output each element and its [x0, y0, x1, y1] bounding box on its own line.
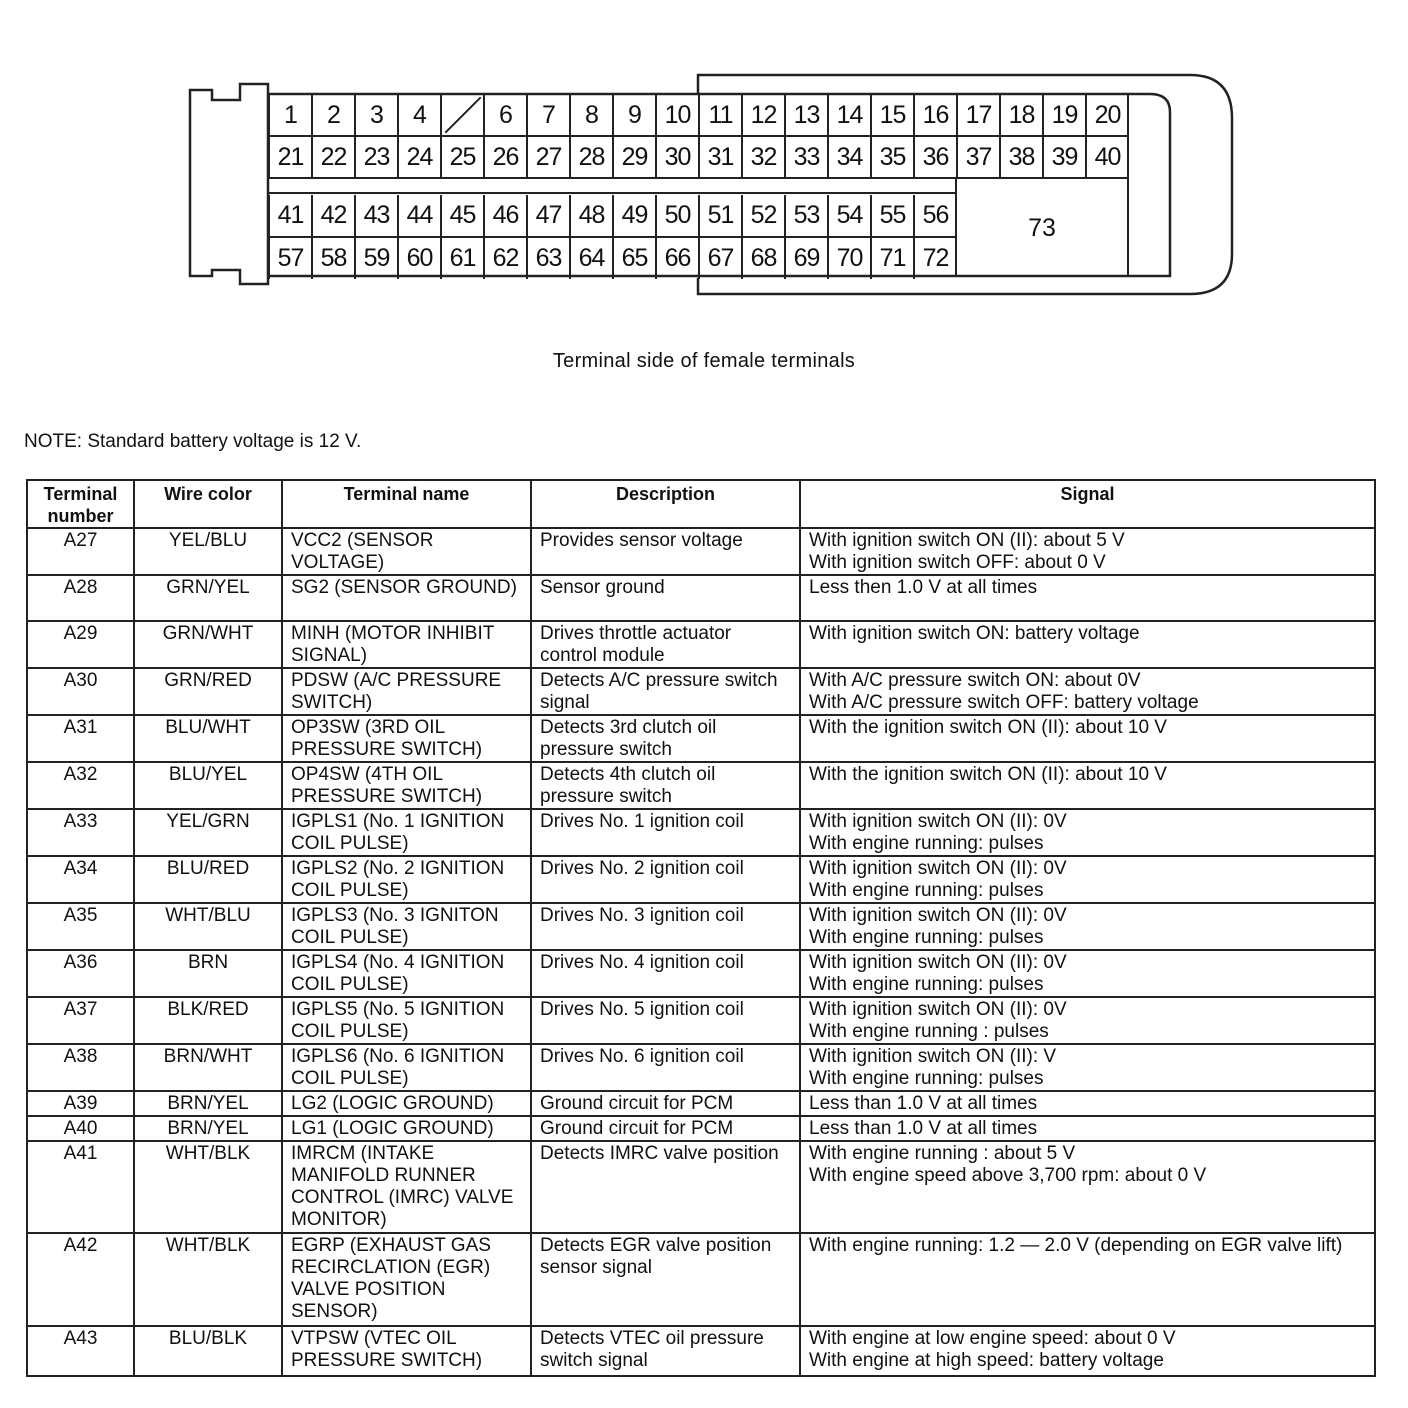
- terminal-name-cell: VCC2 (SENSOR VOLTAGE): [282, 528, 531, 575]
- pin-53: 53: [784, 195, 827, 236]
- table-row: [27, 715, 1375, 762]
- pin-17: 17: [956, 95, 999, 136]
- terminal-name-cell: LG2 (LOGIC GROUND): [282, 1091, 531, 1116]
- pin-8: 8: [569, 95, 612, 136]
- table-row: [27, 903, 1375, 950]
- table-row: [27, 1141, 1375, 1233]
- pin-blank: [440, 95, 483, 136]
- table-row: [27, 528, 1375, 575]
- signal-line: Less than 1.0 V at all times: [809, 1093, 1038, 1114]
- pin-28: 28: [569, 137, 612, 178]
- pin-15: 15: [870, 95, 913, 136]
- signal-line: Less then 1.0 V at all times: [809, 577, 1038, 598]
- wire-color-cell: WHT/BLK: [134, 1233, 282, 1326]
- table-row: [27, 668, 1375, 715]
- pin-68: 68: [741, 238, 784, 279]
- description-cell: Ground circuit for PCM: [531, 1091, 800, 1116]
- wire-color-cell: GRN/RED: [134, 668, 282, 715]
- description-cell: Ground circuit for PCM: [531, 1116, 800, 1141]
- table-row: [27, 1044, 1375, 1091]
- terminal-name-cell: IGPLS5 (No. 5 IGNITION COIL PULSE): [282, 997, 531, 1044]
- description-cell: Sensor ground: [531, 575, 800, 621]
- terminal-number-cell: A36: [27, 950, 134, 997]
- description-cell: Detects EGR valve position sensor signal: [531, 1233, 800, 1326]
- signal-line: With engine speed above 3,700 rpm: about 0 V: [809, 1165, 1207, 1186]
- description-cell: Drives throttle actuator control module: [531, 621, 800, 668]
- pin-61: 61: [440, 238, 483, 279]
- pin-64: 64: [569, 238, 612, 279]
- pin-row-4: [268, 238, 956, 279]
- signal-cell: [800, 1326, 1375, 1376]
- terminal-number-cell: A28: [27, 575, 134, 621]
- pin-12: 12: [741, 95, 784, 136]
- pin-71: 71: [870, 238, 913, 279]
- terminal-name-cell: OP3SW (3RD OIL PRESSURE SWITCH): [282, 715, 531, 762]
- pin-18: 18: [999, 95, 1042, 136]
- pin-56: 56: [913, 195, 956, 236]
- pin-row-1: [268, 95, 1128, 136]
- signal-cell: [800, 903, 1375, 950]
- terminal-number-cell: A40: [27, 1116, 134, 1141]
- pin-6: 6: [483, 95, 526, 136]
- signal-line: With engine running: pulses: [809, 833, 1044, 854]
- terminal-number-cell: A35: [27, 903, 134, 950]
- signal-line: With the ignition switch ON (II): about 10 V: [809, 717, 1167, 738]
- terminal-name-cell: EGRP (EXHAUST GAS RECIRCLATION (EGR) VALVE POSITION SENSOR): [282, 1233, 531, 1326]
- pin-22: 22: [311, 137, 354, 178]
- description-cell: Provides sensor voltage: [531, 528, 800, 575]
- signal-cell: [800, 621, 1375, 668]
- table-row: [27, 575, 1375, 621]
- signal-line: With ignition switch ON: battery voltage: [809, 623, 1140, 644]
- table-row: [27, 762, 1375, 809]
- signal-cell: [800, 950, 1375, 997]
- pin-24: 24: [397, 137, 440, 178]
- pin-41: 41: [268, 195, 311, 236]
- description-cell: Drives No. 6 ignition coil: [531, 1044, 800, 1091]
- wire-color-cell: BLU/BLK: [134, 1326, 282, 1376]
- table-body: [27, 528, 1375, 1376]
- header-terminal-name: Terminal name: [282, 480, 531, 528]
- terminal-name-cell: SG2 (SENSOR GROUND): [282, 575, 531, 621]
- pin-46: 46: [483, 195, 526, 236]
- signal-line: With engine running: 1.2 — 2.0 V (depending on EGR valve lift): [809, 1235, 1343, 1256]
- description-cell: Detects IMRC valve position: [531, 1141, 800, 1233]
- pin-59: 59: [354, 238, 397, 279]
- pin-31: 31: [698, 137, 741, 178]
- pin-70: 70: [827, 238, 870, 279]
- signal-line: With ignition switch ON (II): 0V: [809, 999, 1067, 1020]
- terminal-number-cell: A41: [27, 1141, 134, 1233]
- wire-color-cell: GRN/WHT: [134, 621, 282, 668]
- terminal-number-cell: A37: [27, 997, 134, 1044]
- wire-color-cell: BRN: [134, 950, 282, 997]
- terminal-name-cell: VTPSW (VTEC OIL PRESSURE SWITCH): [282, 1326, 531, 1376]
- pin-35: 35: [870, 137, 913, 178]
- pin-13: 13: [784, 95, 827, 136]
- pin-38: 38: [999, 137, 1042, 178]
- terminal-number-cell: A31: [27, 715, 134, 762]
- battery-note: NOTE: Standard battery voltage is 12 V.: [24, 431, 362, 452]
- header-signal: Signal: [800, 480, 1375, 528]
- wire-color-cell: BRN/YEL: [134, 1091, 282, 1116]
- pin-row-2: [268, 137, 1128, 178]
- description-cell: Detects 3rd clutch oil pressure switch: [531, 715, 800, 762]
- header-wire-color: Wire color: [134, 480, 282, 528]
- terminal-name-cell: IGPLS3 (No. 3 IGNITON COIL PULSE): [282, 903, 531, 950]
- wire-color-cell: YEL/BLU: [134, 528, 282, 575]
- wire-color-cell: BRN/WHT: [134, 1044, 282, 1091]
- pin-30: 30: [655, 137, 698, 178]
- pin-21: 21: [268, 137, 311, 178]
- table-row: [27, 950, 1375, 997]
- signal-line: With ignition switch ON (II): 0V: [809, 858, 1067, 879]
- pin-16: 16: [913, 95, 956, 136]
- pin-row-3: [268, 195, 956, 236]
- signal-line: With ignition switch ON (II): 0V: [809, 905, 1067, 926]
- pin-33: 33: [784, 137, 827, 178]
- pin-10: 10: [655, 95, 698, 136]
- pin-29: 29: [612, 137, 655, 178]
- terminal-name-cell: MINH (MOTOR INHIBIT SIGNAL): [282, 621, 531, 668]
- pin-9: 9: [612, 95, 655, 136]
- pin-3: 3: [354, 95, 397, 136]
- signal-line: With engine at high speed: battery voltage: [809, 1350, 1164, 1371]
- pin-49: 49: [612, 195, 655, 236]
- signal-cell: [800, 997, 1375, 1044]
- table-header-row: [27, 480, 1375, 528]
- pin-55: 55: [870, 195, 913, 236]
- terminal-name-cell: IGPLS2 (No. 2 IGNITION COIL PULSE): [282, 856, 531, 903]
- pin-43: 43: [354, 195, 397, 236]
- pin-27: 27: [526, 137, 569, 178]
- description-cell: Detects VTEC oil pressure switch signal: [531, 1326, 800, 1376]
- signal-cell: [800, 575, 1375, 621]
- pin-20: 20: [1085, 95, 1128, 136]
- wire-color-cell: BRN/YEL: [134, 1116, 282, 1141]
- pin-72: 72: [913, 238, 956, 279]
- terminal-name-cell: IGPLS4 (No. 4 IGNITION COIL PULSE): [282, 950, 531, 997]
- signal-cell: [800, 856, 1375, 903]
- terminal-number-cell: A38: [27, 1044, 134, 1091]
- terminal-number-cell: A32: [27, 762, 134, 809]
- description-cell: Detects A/C pressure switch signal: [531, 668, 800, 715]
- signal-cell: [800, 762, 1375, 809]
- description-cell: Drives No. 2 ignition coil: [531, 856, 800, 903]
- pin-36: 36: [913, 137, 956, 178]
- signal-line: With ignition switch ON (II): V: [809, 1046, 1057, 1067]
- wire-color-cell: BLU/RED: [134, 856, 282, 903]
- signal-cell: [800, 1044, 1375, 1091]
- signal-line: With ignition switch ON (II): 0V: [809, 952, 1067, 973]
- terminal-number-cell: A43: [27, 1326, 134, 1376]
- pin-42: 42: [311, 195, 354, 236]
- pin-47: 47: [526, 195, 569, 236]
- signal-line: With ignition switch ON (II): 0V: [809, 811, 1067, 832]
- pin-51: 51: [698, 195, 741, 236]
- terminal-number-cell: A34: [27, 856, 134, 903]
- connector-diagram: [0, 0, 1408, 310]
- signal-cell: [800, 1141, 1375, 1233]
- table-row: [27, 1233, 1375, 1326]
- table-row: [27, 621, 1375, 668]
- pin-37: 37: [956, 137, 999, 178]
- pin-66: 66: [655, 238, 698, 279]
- signal-cell: [800, 1116, 1375, 1141]
- signal-line: With engine running: pulses: [809, 927, 1044, 948]
- header-description: Description: [531, 480, 800, 528]
- signal-line: Less than 1.0 V at all times: [809, 1118, 1038, 1139]
- pin-1: 1: [268, 95, 311, 136]
- pin-26: 26: [483, 137, 526, 178]
- pin-40: 40: [1085, 137, 1128, 178]
- pin-50: 50: [655, 195, 698, 236]
- pin-52: 52: [741, 195, 784, 236]
- terminal-table: [26, 479, 1376, 1377]
- signal-line: With engine at low engine speed: about 0 V: [809, 1328, 1176, 1349]
- terminal-name-cell: IMRCM (INTAKE MANIFOLD RUNNER CONTROL (IMRC) VALVE MONITOR): [282, 1141, 531, 1233]
- wire-color-cell: WHT/BLK: [134, 1141, 282, 1233]
- description-cell: Drives No. 1 ignition coil: [531, 809, 800, 856]
- table-row: [27, 809, 1375, 856]
- signal-cell: [800, 1091, 1375, 1116]
- pin-4: 4: [397, 95, 440, 136]
- signal-line: With A/C pressure switch ON: about 0V: [809, 670, 1141, 691]
- pin-69: 69: [784, 238, 827, 279]
- pin-34: 34: [827, 137, 870, 178]
- pin-7: 7: [526, 95, 569, 136]
- pin-63: 63: [526, 238, 569, 279]
- signal-cell: [800, 715, 1375, 762]
- wire-color-cell: BLU/YEL: [134, 762, 282, 809]
- terminal-number-cell: A29: [27, 621, 134, 668]
- pin-54: 54: [827, 195, 870, 236]
- pin-67: 67: [698, 238, 741, 279]
- pin-65: 65: [612, 238, 655, 279]
- pin-14: 14: [827, 95, 870, 136]
- pin-48: 48: [569, 195, 612, 236]
- pin-32: 32: [741, 137, 784, 178]
- terminal-number-cell: A39: [27, 1091, 134, 1116]
- signal-line: With engine running : about 5 V: [809, 1143, 1076, 1164]
- pin-19: 19: [1042, 95, 1085, 136]
- terminal-name-cell: PDSW (A/C PRESSURE SWITCH): [282, 668, 531, 715]
- signal-line: With ignition switch ON (II): about 5 V: [809, 530, 1125, 551]
- terminal-name-cell: IGPLS1 (No. 1 IGNITION COIL PULSE): [282, 809, 531, 856]
- description-cell: Drives No. 4 ignition coil: [531, 950, 800, 997]
- terminal-number-cell: A27: [27, 528, 134, 575]
- signal-line: With engine running: pulses: [809, 1068, 1044, 1089]
- pin-60: 60: [397, 238, 440, 279]
- pin-39: 39: [1042, 137, 1085, 178]
- terminal-name-cell: IGPLS6 (No. 6 IGNITION COIL PULSE): [282, 1044, 531, 1091]
- signal-line: With the ignition switch ON (II): about 10 V: [809, 764, 1167, 785]
- wire-color-cell: BLK/RED: [134, 997, 282, 1044]
- wire-color-cell: YEL/GRN: [134, 809, 282, 856]
- table-row: [27, 1091, 1375, 1116]
- signal-cell: [800, 668, 1375, 715]
- pin-57: 57: [268, 238, 311, 279]
- signal-cell: [800, 809, 1375, 856]
- description-cell: Drives No. 5 ignition coil: [531, 997, 800, 1044]
- wire-color-cell: WHT/BLU: [134, 903, 282, 950]
- terminal-number-cell: A33: [27, 809, 134, 856]
- wire-color-cell: GRN/YEL: [134, 575, 282, 621]
- description-cell: Detects 4th clutch oil pressure switch: [531, 762, 800, 809]
- pin-62: 62: [483, 238, 526, 279]
- signal-line: With ignition switch OFF: about 0 V: [809, 552, 1106, 573]
- description-cell: Drives No. 3 ignition coil: [531, 903, 800, 950]
- terminal-name-cell: LG1 (LOGIC GROUND): [282, 1116, 531, 1141]
- pin-58: 58: [311, 238, 354, 279]
- pin-44: 44: [397, 195, 440, 236]
- pin-45: 45: [440, 195, 483, 236]
- signal-line: With engine running : pulses: [809, 1021, 1049, 1042]
- wire-color-cell: BLU/WHT: [134, 715, 282, 762]
- pin-23: 23: [354, 137, 397, 178]
- pin-2: 2: [311, 95, 354, 136]
- header-terminal-number: Terminal number: [27, 480, 134, 528]
- signal-cell: [800, 1233, 1375, 1326]
- table-row: [27, 856, 1375, 903]
- terminal-name-cell: OP4SW (4TH OIL PRESSURE SWITCH): [282, 762, 531, 809]
- diagram-caption: Terminal side of female terminals: [552, 350, 856, 372]
- terminal-number-cell: A30: [27, 668, 134, 715]
- terminal-number-cell: A42: [27, 1233, 134, 1326]
- pin-73: 73: [1028, 213, 1056, 242]
- pin-11: 11: [698, 95, 741, 136]
- pin-25: 25: [440, 137, 483, 178]
- signal-line: With engine running: pulses: [809, 880, 1044, 901]
- table-row: [27, 1116, 1375, 1141]
- signal-line: With A/C pressure switch OFF: battery voltage: [809, 692, 1199, 713]
- signal-cell: [800, 528, 1375, 575]
- table-row: [27, 1326, 1375, 1376]
- signal-line: With engine running: pulses: [809, 974, 1044, 995]
- table-row: [27, 997, 1375, 1044]
